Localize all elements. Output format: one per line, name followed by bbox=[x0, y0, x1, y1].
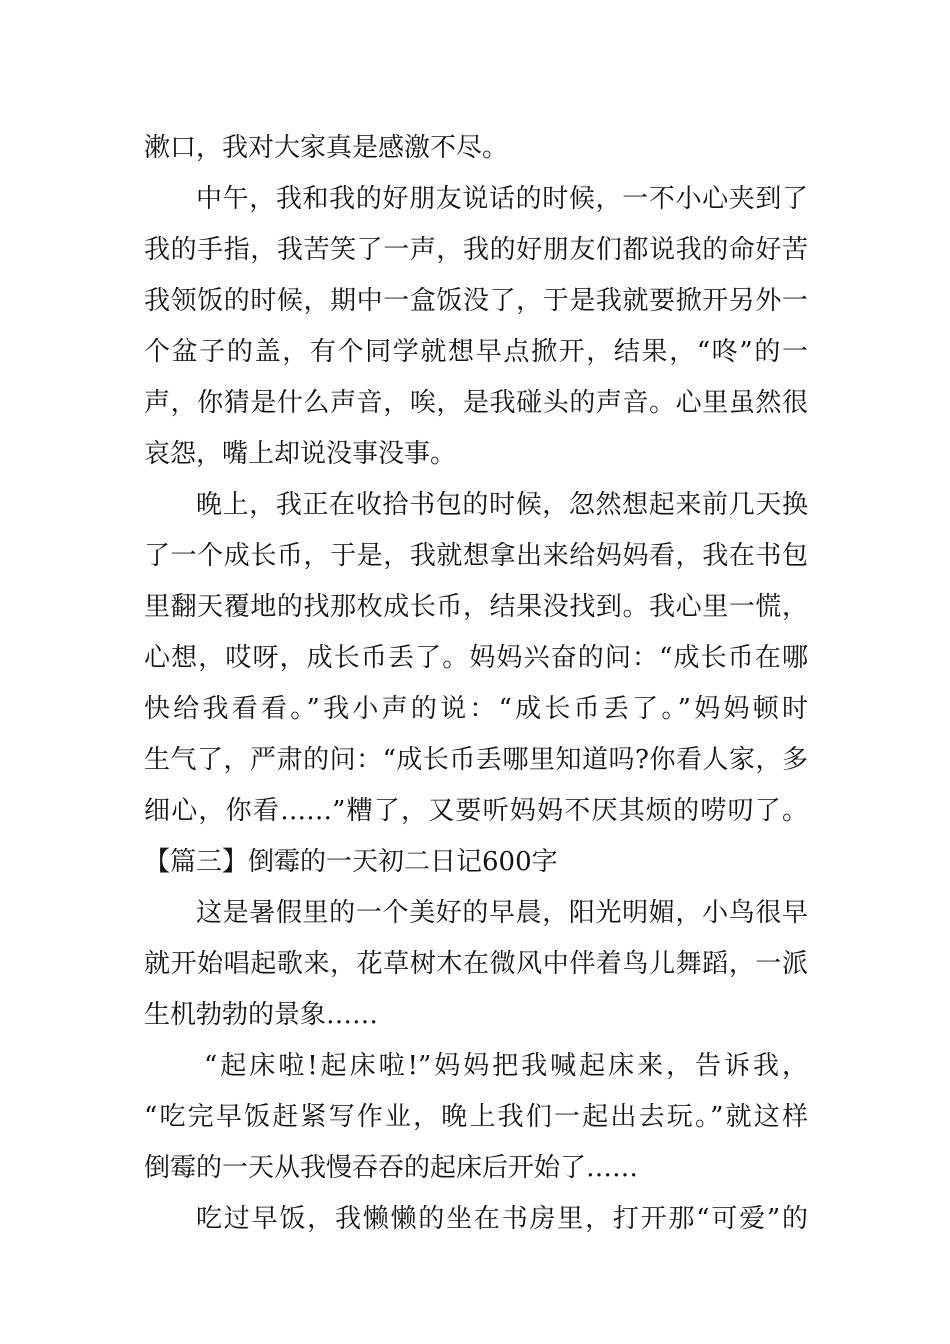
text-line: 细心，你看……”糟了，又要听妈妈不厌其烦的唠叨了。 bbox=[144, 796, 808, 826]
paragraph-start-line: 这是暑假里的一个美好的早晨，阳光明媚，小鸟很早 bbox=[196, 898, 808, 928]
text-line: 快给我看看。”我小声的说：“成长币丢了。”妈妈顿时 bbox=[144, 694, 808, 724]
text-line: 我的手指，我苦笑了一声，我的好朋友们都说我的命好苦 bbox=[144, 235, 808, 265]
text-line: 了一个成长币，于是，我就想拿出来给妈妈看，我在书包 bbox=[144, 541, 808, 571]
paragraph-start-line: 中午，我和我的好朋友说话的时候，一不小心夹到了 bbox=[196, 184, 808, 214]
text-line: “吃完早饭赶紧写作业，晚上我们一起出去玩。”就这样 bbox=[144, 1102, 808, 1132]
text-line: 个盆子的盖，有个同学就想早点掀开，结果，“咚”的一 bbox=[144, 337, 808, 367]
section-heading: 【篇三】倒霉的一天初二日记600字 bbox=[144, 847, 558, 877]
text-line: 生机勃勃的景象…… bbox=[144, 1000, 379, 1030]
paragraph-start-line: 晚上，我正在收拾书包的时候，忽然想起来前几天换 bbox=[196, 490, 808, 520]
text-line: 里翻天覆地的找那枚成长币，结果没找到。我心里一慌， bbox=[144, 592, 808, 622]
text-line: 漱口，我对大家真是感激不尽。 bbox=[144, 133, 509, 163]
text-line: 哀怨，嘴上却说没事没事。 bbox=[144, 439, 457, 469]
text-line: 心想，哎呀，成长币丢了。妈妈兴奋的问：“成长币在哪 bbox=[144, 643, 808, 673]
text-line: 倒霉的一天从我慢吞吞的起床后开始了…… bbox=[144, 1153, 639, 1183]
text-line: 就开始唱起歌来，花草树木在微风中伴着鸟儿舞蹈，一派 bbox=[144, 949, 808, 979]
text-line: 生气了，严肃的问：“成长币丢哪里知道吗?你看人家，多 bbox=[144, 745, 808, 775]
paragraph-start-line: 吃过早饭，我懒懒的坐在书房里，打开那“可爱”的 bbox=[196, 1204, 808, 1234]
paragraph-start-line: “起床啦!起床啦!”妈妈把我喊起床来，告诉我， bbox=[204, 1051, 808, 1081]
text-line: 我领饭的时候，期中一盒饭没了，于是我就要掀开另外一 bbox=[144, 286, 808, 316]
text-line: 声，你猜是什么声音，唉，是我碰头的声音。心里虽然很 bbox=[144, 388, 808, 418]
